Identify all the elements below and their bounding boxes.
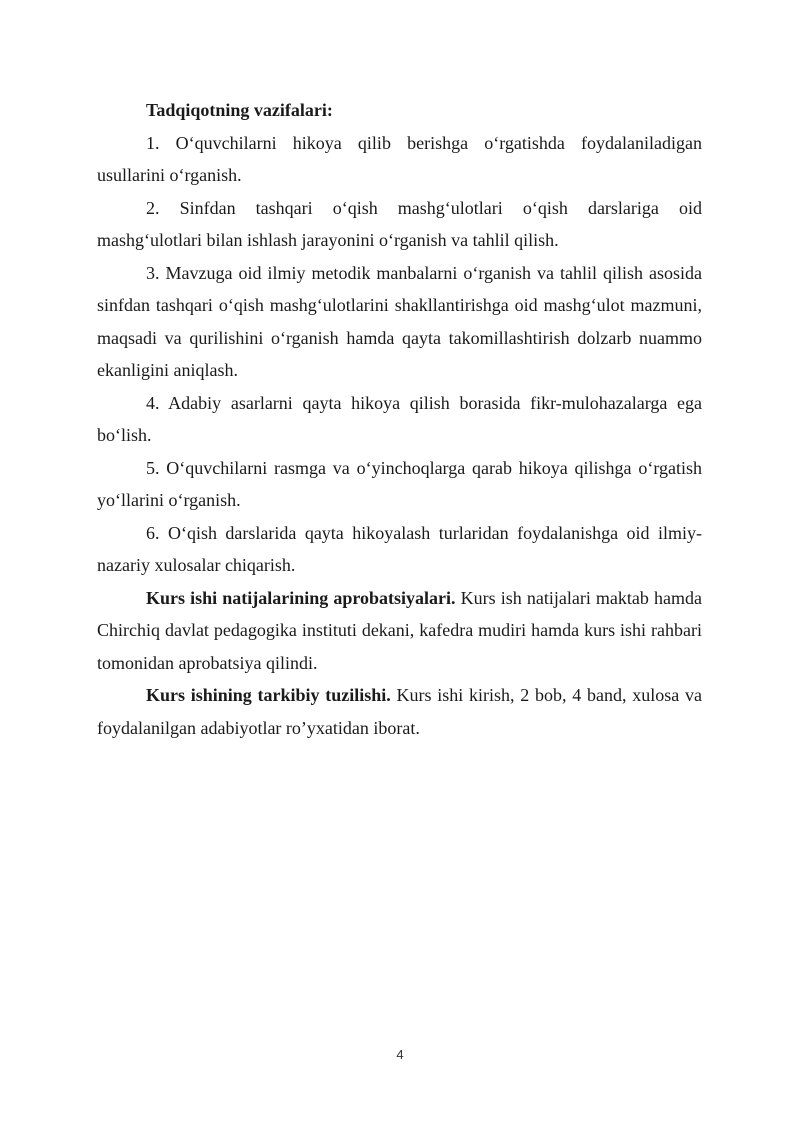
task-item-4: 4. Adabiy asarlarni qayta hikoya qilish borasida fikr-mulohazalarga ega bo‘lish.: [97, 392, 702, 445]
structure-title: Kurs ishining tarkibiy tuzilishi.: [146, 685, 391, 705]
task-item-3: 3. Mavzuga oid ilmiy metodik manbalarni o‘rganish va tahlil qilish asosida sinfdan tashqari o‘qish mashg‘ulotlarini shakllantirishga oid mashg‘ulot mazmuni, maqsadi va qurilishini o‘rganish hamda qayta takomillashtirish dolzarb nuammo ekanligini aniqlash.: [97, 262, 702, 380]
structure-paragraph: [97, 679, 702, 744]
task-item-1: 1. O‘quvchilarni hikoya qilib berishga o‘rgatishda foydalaniladigan usullarini o‘rganish.: [97, 132, 702, 185]
structure-text: Kurs ishi kirish, 2 bob, 4 band, xulosa va foydalanilgan adabiyotlar ro’yxatidan iborat.: [97, 685, 702, 738]
approbation-title: Kurs ishi natijalarining aprobatsiyalari.: [146, 587, 456, 608]
task-item-2: 2. Sinfdan tashqari o‘qish mashg‘ulotlari o‘qish darslariga oid mashg‘ulotlari bilan ishlash jarayonini o‘rganish va tahlil qilish.: [97, 197, 702, 250]
task-item-5: 5. O‘quvchilarni rasmga va o‘yinchoqlarga qarab hikoya qilishga o‘rgatish yo‘llarini o‘rganish.: [97, 457, 702, 510]
section-heading: Tadqiqotning vazifalari:: [146, 100, 333, 120]
task-item-6: 6. O‘qish darslarida qayta hikoyalash turlaridan foydalanishga oid ilmiy-nazariy xulosalar chiqarish.: [97, 522, 702, 575]
approbation-paragraph: [97, 582, 702, 680]
page-number: 4: [396, 1047, 404, 1062]
approbation-text: Kurs ish natijalari maktab hamda Chirchiq davlat pedagogika instituti dekani, kafedra mudiri hamda kurs ishi rahbari tomonidan aprobatsiya qilindi.: [97, 587, 702, 673]
page-content: [97, 94, 702, 744]
